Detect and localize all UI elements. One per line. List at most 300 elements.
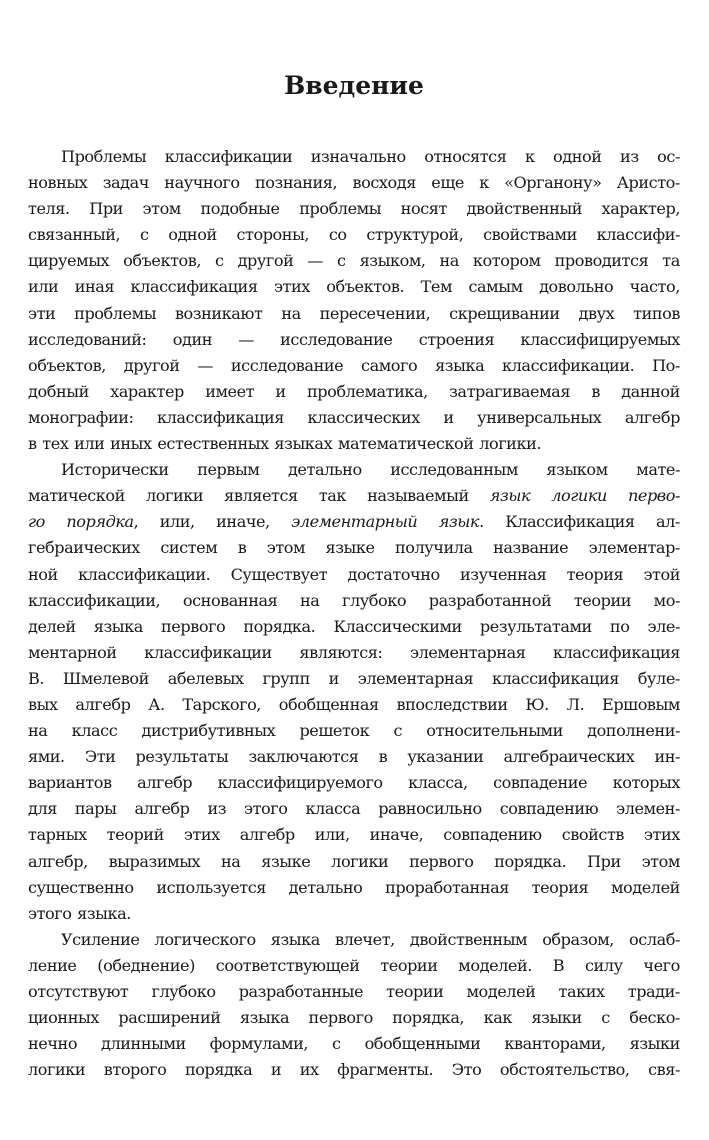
word: языком	[546, 460, 608, 480]
word: свойствами	[483, 225, 577, 245]
word: совпадению	[499, 799, 599, 819]
word: языка	[270, 929, 320, 949]
word: Тем	[420, 277, 453, 297]
text-line	[28, 353, 680, 379]
word: го	[28, 512, 45, 532]
word: языке	[261, 851, 311, 871]
word: этого	[28, 903, 72, 923]
word: детально	[287, 460, 362, 480]
word: языка	[93, 616, 143, 636]
paragraph	[28, 144, 680, 457]
word: моделей.	[458, 955, 532, 975]
word: получила	[394, 538, 473, 558]
word: и	[443, 407, 454, 427]
word: классификация	[157, 407, 285, 427]
word: —	[197, 355, 214, 375]
paragraph	[28, 927, 680, 1084]
word: является	[224, 486, 298, 506]
word: беско-	[629, 1008, 680, 1028]
word: расширений	[118, 1008, 221, 1028]
word: логики	[145, 486, 204, 506]
word: двойственным	[409, 929, 528, 949]
word: структурой,	[366, 225, 464, 245]
word: для	[28, 799, 57, 819]
word: дополнени-	[587, 721, 680, 741]
word: в	[591, 381, 600, 401]
word: или,	[314, 825, 350, 845]
word: Исторически	[61, 460, 169, 480]
word: классификации	[164, 147, 293, 166]
text-line	[28, 770, 680, 796]
word: с	[337, 251, 346, 271]
word: довольно	[539, 277, 614, 297]
word: изначально	[310, 147, 406, 166]
word: двух	[578, 303, 615, 323]
word: совпадению	[443, 825, 542, 845]
word: проблематика,	[306, 381, 428, 401]
text-line	[28, 431, 680, 457]
word: ин-	[654, 747, 680, 767]
word: язык.	[438, 512, 484, 532]
word: этих	[273, 277, 310, 297]
word: этого	[244, 799, 288, 819]
word: Усиление	[61, 929, 140, 949]
word: на	[299, 590, 320, 610]
word: классификация	[553, 642, 680, 662]
word: равносильно	[378, 799, 482, 819]
word: проблемы	[299, 199, 382, 219]
word: элемен-	[616, 799, 680, 819]
word: ление	[28, 955, 77, 975]
word: отсутствуют	[28, 982, 129, 1001]
word: имеет	[205, 381, 255, 401]
word: разработанной	[428, 590, 552, 610]
word: тех	[42, 434, 69, 454]
word: возникают	[174, 303, 263, 323]
word: фрагменты.	[337, 1060, 434, 1080]
text-line	[28, 457, 680, 483]
document-page	[28, 0, 680, 1083]
word: «Органону»	[504, 173, 602, 193]
word: глубоко	[151, 982, 216, 1001]
word: класса,	[408, 773, 468, 793]
word: второго	[103, 1060, 167, 1080]
word: обобщенными	[364, 1034, 481, 1054]
word: исследование	[280, 329, 393, 349]
word: первого	[308, 1008, 373, 1028]
word: другой	[237, 251, 294, 271]
word: часто,	[629, 277, 680, 297]
word: мате-	[636, 460, 680, 480]
word: таких	[558, 982, 605, 1001]
word: типов	[633, 303, 680, 323]
word: указании	[407, 747, 484, 767]
word: В.	[28, 668, 45, 688]
word: изученная	[460, 564, 547, 584]
word: —	[307, 251, 324, 271]
word: одной	[553, 147, 602, 166]
word: формулами,	[209, 1034, 309, 1054]
word: этом	[142, 199, 181, 219]
word: достаточно	[347, 564, 440, 584]
word: языка.	[77, 903, 131, 923]
word: Аристо-	[616, 173, 680, 193]
word: по	[609, 616, 630, 636]
word: заключаются	[248, 747, 359, 767]
word: решеток	[299, 721, 370, 741]
word: эле-	[647, 616, 680, 636]
word: с	[393, 721, 403, 741]
word: которых	[612, 773, 680, 793]
word: логики	[28, 1060, 86, 1080]
word: на	[221, 851, 241, 871]
word: класса	[305, 799, 361, 819]
text-line	[28, 927, 680, 953]
word: перво-	[627, 486, 680, 506]
text-line	[28, 640, 680, 666]
word: теля.	[28, 199, 70, 219]
word: алгебраических	[503, 747, 635, 767]
word: являются:	[299, 642, 383, 662]
word: впоследствии	[396, 694, 508, 714]
word: классических	[307, 407, 420, 427]
word: обстоятельство,	[499, 1060, 630, 1080]
word: первым	[197, 460, 260, 480]
word: языком,	[359, 251, 426, 271]
word: одной	[168, 225, 217, 245]
word: вариантов	[28, 773, 112, 793]
word: ал-	[656, 512, 680, 532]
text-line	[28, 196, 680, 222]
word: этой	[643, 564, 680, 584]
word: Проблемы	[61, 147, 147, 166]
word: подобные	[200, 199, 280, 219]
word: Классическими	[333, 616, 462, 636]
word: исследований:	[28, 329, 147, 349]
word: образом,	[542, 929, 614, 949]
word: детально	[288, 877, 363, 897]
word: и	[328, 668, 339, 688]
word: класс	[71, 721, 118, 741]
word: моделей	[466, 982, 536, 1001]
word: алгебр	[239, 825, 295, 845]
word: и	[275, 381, 286, 401]
word: разработанные	[238, 982, 364, 1001]
word: языки	[531, 1008, 582, 1028]
word: используется	[156, 877, 266, 897]
word: другой	[123, 355, 180, 375]
word: с	[332, 1034, 341, 1054]
word: языка	[239, 1008, 290, 1028]
word: естественных	[157, 434, 269, 454]
text-line	[28, 953, 680, 979]
word: пары	[74, 799, 117, 819]
word: дистрибутивных	[141, 721, 276, 741]
word: связанный,	[28, 225, 121, 245]
text-line	[28, 979, 680, 1005]
word: носят	[400, 199, 447, 219]
word: существенно	[28, 877, 134, 897]
word: ями.	[28, 747, 65, 767]
word: чего	[643, 955, 680, 975]
word: логического	[154, 929, 256, 949]
text-line	[28, 170, 680, 196]
word: порядка,	[392, 1008, 465, 1028]
word: глубоко	[342, 590, 407, 610]
word: языке	[325, 538, 375, 558]
word: соответствующей	[215, 955, 360, 975]
word: на	[281, 303, 301, 323]
word: и	[270, 1060, 282, 1080]
word: длинными	[101, 1034, 186, 1054]
word: проработанная	[385, 877, 509, 897]
word: еще	[431, 173, 464, 193]
word: объектов.	[326, 277, 405, 297]
text-line	[28, 562, 680, 588]
word: нечно	[28, 1034, 78, 1054]
word: По-	[652, 355, 680, 375]
word: групп	[262, 668, 310, 688]
word: порядка.	[243, 616, 316, 636]
word: языках	[274, 434, 333, 454]
word: первого	[409, 851, 474, 871]
word: силу	[584, 955, 623, 975]
word: затрагиваемая	[449, 381, 571, 401]
word: элементарная	[357, 668, 474, 688]
word: к	[479, 173, 489, 193]
word: классифицируемых	[520, 329, 680, 349]
word: логики	[551, 486, 607, 506]
word: буле-	[637, 668, 680, 688]
word: характер	[110, 381, 184, 401]
word: универсальных	[477, 407, 602, 427]
word: объектов,	[123, 251, 202, 271]
word: классификация	[491, 668, 619, 688]
word: Тарского,	[182, 694, 261, 714]
word: классификации	[144, 642, 272, 662]
text-line	[28, 744, 680, 770]
word: При	[89, 199, 123, 219]
word: иначе,	[216, 512, 270, 532]
word: как	[483, 1008, 513, 1028]
word: ментарной	[28, 642, 117, 662]
word: или,	[159, 512, 195, 532]
word: языка	[435, 355, 485, 375]
text-line	[28, 405, 680, 431]
text-line	[28, 1057, 680, 1083]
word: классифи-	[596, 225, 680, 245]
text-line	[28, 849, 680, 875]
word: иначе,	[369, 825, 424, 845]
text-line	[28, 1031, 680, 1057]
word: скрещивании	[449, 303, 560, 323]
word: ционных	[28, 1008, 99, 1028]
word: самым	[468, 277, 523, 297]
word: научного	[164, 173, 240, 193]
word: в	[237, 538, 247, 558]
word: свя-	[648, 1060, 680, 1080]
word: в	[28, 434, 37, 454]
text-line	[28, 222, 680, 248]
word: теории	[380, 955, 438, 975]
text-line	[28, 718, 680, 744]
word: проблемы	[74, 303, 157, 323]
word: данной	[621, 381, 680, 401]
word: относительными	[426, 721, 563, 741]
text-line	[28, 588, 680, 614]
word: классификации.	[78, 564, 211, 584]
word: ной	[28, 564, 58, 584]
word: двойственный	[466, 199, 582, 219]
word: этих	[643, 825, 680, 845]
text-line	[28, 666, 680, 692]
word: логики	[331, 851, 389, 871]
word: делей	[28, 616, 76, 636]
word: или	[28, 277, 59, 297]
word: задач	[102, 173, 149, 193]
word: Ю.	[525, 694, 549, 714]
word: алгебр	[137, 773, 193, 793]
word: В	[552, 955, 565, 975]
word: из	[207, 799, 227, 819]
word: алгебр,	[28, 851, 88, 871]
word: классифицируемого	[217, 773, 383, 793]
word: классификации.	[502, 355, 635, 375]
word: теория	[566, 564, 624, 584]
text-line	[28, 692, 680, 718]
word: со	[328, 225, 347, 245]
word: порядка.	[494, 851, 567, 871]
word: строения	[418, 329, 495, 349]
word: абелевых	[167, 668, 244, 688]
word: элементар-	[588, 538, 680, 558]
text-line	[28, 274, 680, 300]
word: теория	[531, 877, 589, 897]
word: математической	[337, 434, 474, 454]
word: алгебр	[624, 407, 680, 427]
word: этих	[183, 825, 220, 845]
word: тарных	[28, 825, 87, 845]
text-line	[28, 535, 680, 561]
page-title: Введение	[284, 71, 424, 100]
word: добный	[28, 381, 89, 401]
word: гебраических	[28, 538, 140, 558]
word: пересечении,	[319, 303, 431, 323]
word: с	[215, 251, 224, 271]
word: та	[662, 251, 680, 271]
word: цируемых	[28, 251, 110, 271]
word: ос-	[657, 147, 680, 166]
word: исследование	[230, 355, 344, 375]
word: А.	[148, 694, 165, 714]
word: название	[493, 538, 569, 558]
word: с	[601, 1008, 610, 1028]
word: этом	[266, 538, 306, 558]
word: классификации,	[28, 590, 161, 610]
word: классификация	[130, 277, 258, 297]
word: их	[299, 1060, 319, 1080]
word: монографии:	[28, 407, 134, 427]
word: самого	[361, 355, 418, 375]
word: относятся	[424, 147, 507, 166]
word: матической	[28, 486, 125, 506]
word: результаты	[135, 747, 229, 767]
word: язык	[489, 486, 531, 506]
word: исследованным	[390, 460, 518, 480]
word: совпадение	[493, 773, 588, 793]
word: Классификация	[505, 512, 635, 532]
word: на	[439, 251, 459, 271]
word: проводится	[554, 251, 649, 271]
word: свойств	[561, 825, 625, 845]
word: систем	[160, 538, 218, 558]
word: алгебр	[75, 694, 131, 714]
text-line	[28, 901, 680, 927]
word: При	[587, 851, 621, 871]
word: Эти	[84, 747, 116, 767]
word: иных	[110, 434, 152, 454]
word: эти	[28, 303, 56, 323]
text-line	[28, 796, 680, 822]
word: выразимых	[108, 851, 201, 871]
word: называемый	[367, 486, 469, 506]
word: Ершовым	[602, 694, 680, 714]
text-line	[28, 379, 680, 405]
word: характер,	[601, 199, 680, 219]
word: так	[318, 486, 347, 506]
word: тради-	[627, 982, 680, 1001]
word: элементарный	[291, 512, 418, 532]
word: Это	[451, 1060, 482, 1080]
paragraph	[28, 457, 680, 927]
word: порядка,	[66, 512, 139, 532]
word: вых	[28, 694, 58, 714]
word: обобщенная	[278, 694, 379, 714]
word: объектов,	[28, 355, 106, 375]
word: ослаб-	[629, 929, 680, 949]
word: теорий	[106, 825, 164, 845]
text-line	[28, 614, 680, 640]
word: на	[28, 721, 48, 741]
text-line	[28, 248, 680, 274]
text-line	[28, 144, 680, 170]
word: влечет,	[334, 929, 395, 949]
word: логики.	[479, 434, 542, 454]
text-line	[28, 483, 680, 509]
body-text	[28, 144, 680, 1083]
word: теории	[573, 590, 632, 610]
word: этом	[641, 851, 680, 871]
word: теории	[386, 982, 444, 1001]
word: познания,	[254, 173, 338, 193]
word: стороны,	[236, 225, 310, 245]
word: Существует	[230, 564, 328, 584]
word: алгебр	[134, 799, 190, 819]
word: Шмелевой	[62, 668, 149, 688]
word: (обеднение)	[97, 955, 195, 975]
text-line	[28, 822, 680, 848]
word: новных	[28, 173, 88, 193]
word: мо-	[653, 590, 680, 610]
word: к	[524, 147, 535, 166]
word: из	[620, 147, 639, 166]
word: результатами	[479, 616, 592, 636]
word: кванторами,	[504, 1034, 606, 1054]
word: в	[378, 747, 388, 767]
word: с	[139, 225, 149, 245]
word: языки	[629, 1034, 680, 1054]
word: элементарная	[410, 642, 526, 662]
